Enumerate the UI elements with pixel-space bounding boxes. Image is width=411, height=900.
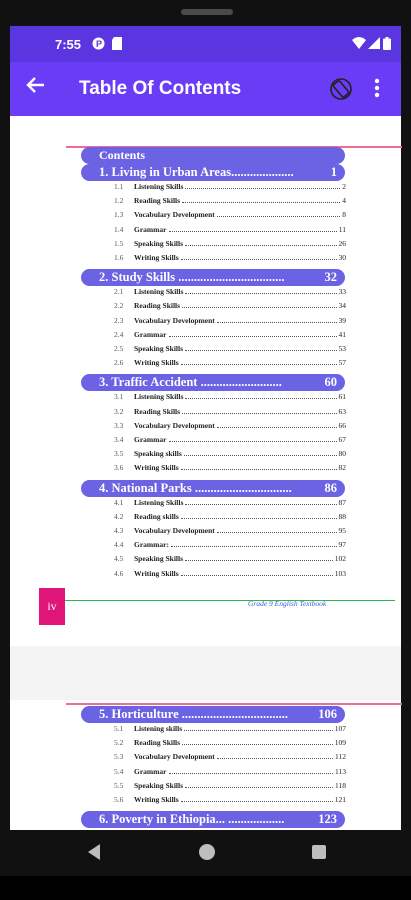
toc-subsection-page: 26 bbox=[338, 238, 346, 248]
toc-subsection-row[interactable] bbox=[114, 316, 346, 330]
toc-subsection-page: 30 bbox=[338, 253, 346, 262]
toc-subsection-page: 34 bbox=[338, 301, 346, 311]
toc-subsection-page: 63 bbox=[338, 406, 346, 416]
toc-heading: Contents bbox=[81, 147, 345, 164]
toc-leader-dots bbox=[185, 287, 336, 294]
toc-subsection-row[interactable] bbox=[114, 358, 346, 372]
toc-subsection-row[interactable] bbox=[114, 210, 346, 224]
toc-subsection-row[interactable] bbox=[114, 540, 346, 554]
sd-card-icon bbox=[112, 37, 122, 53]
nav-back-icon[interactable] bbox=[88, 844, 100, 860]
toc-leader-dots bbox=[181, 512, 337, 519]
toc-subsection-row[interactable] bbox=[114, 239, 346, 253]
toc-subsection-row[interactable] bbox=[114, 287, 346, 301]
nav-recents-icon[interactable] bbox=[312, 845, 326, 859]
toc-subsection-label: Grammar bbox=[134, 766, 167, 776]
toc-subsection-label: Listening Skills bbox=[134, 287, 184, 297]
toc-leader-dots bbox=[181, 253, 337, 260]
toc-leader-dots bbox=[169, 225, 337, 232]
earpiece-speaker bbox=[181, 9, 233, 15]
toc-subsection-page: 80 bbox=[338, 449, 346, 459]
toc-subsection-number: 3.1 bbox=[114, 392, 124, 402]
toc-subsection-number: 3.3 bbox=[114, 420, 124, 430]
footer-rule bbox=[65, 600, 395, 601]
toc-leader-dots bbox=[185, 498, 336, 505]
toc-subsection-label: Reading Skills bbox=[134, 196, 181, 206]
toc-leader-dots bbox=[182, 407, 336, 414]
toc-subsection-row[interactable] bbox=[114, 752, 346, 766]
wifi-icon bbox=[352, 37, 366, 52]
toc-unit-title: 1. Living in Urban Areas.................... bbox=[99, 165, 294, 179]
toc-subsection-label: Reading Skills bbox=[134, 301, 181, 311]
toc-unit-page: 32 bbox=[324, 270, 337, 285]
toc-unit-page: 1 bbox=[330, 165, 337, 179]
toc-subsection-page: 103 bbox=[334, 568, 346, 578]
toc-subsection-page: 118 bbox=[335, 780, 346, 790]
nav-home-icon[interactable] bbox=[199, 844, 215, 860]
toc-subsection-page: 102 bbox=[334, 554, 346, 564]
toc-leader-dots bbox=[217, 210, 340, 217]
system-nav-bar bbox=[10, 830, 401, 876]
toc-subsection-page: 97 bbox=[338, 540, 346, 550]
toc-subsection-label: Speaking skills bbox=[134, 449, 182, 459]
toc-subsection-number: 4.4 bbox=[114, 540, 124, 550]
toc-subsection-label: Listening Skills bbox=[134, 182, 184, 191]
more-vert-icon[interactable] bbox=[374, 78, 380, 103]
toc-unit-page: 86 bbox=[324, 480, 337, 495]
toc-unit-4[interactable] bbox=[81, 480, 345, 497]
toc-subsection-row[interactable] bbox=[114, 435, 346, 449]
toc-leader-dots bbox=[184, 449, 337, 456]
toc-subsection-row[interactable] bbox=[114, 795, 346, 809]
toc-subsection-number: 3.2 bbox=[114, 406, 124, 416]
toc-subsection-row[interactable] bbox=[114, 781, 346, 795]
toc-subsection-number: 2.3 bbox=[114, 315, 124, 325]
toc-subsection-number: 5.4 bbox=[114, 766, 124, 776]
toc-subsection-row[interactable] bbox=[114, 463, 346, 477]
toc-subsection-page: 121 bbox=[334, 795, 346, 804]
toc-leader-dots bbox=[185, 781, 333, 788]
toc-leader-dots bbox=[185, 344, 337, 351]
toc-subsection-label: Grammar: bbox=[134, 540, 169, 550]
toc-subsection-label: Writing Skills bbox=[134, 358, 179, 368]
toc-unit-title: 2. Study Skills .................................. bbox=[99, 270, 285, 285]
toc-subsection-label: Writing Skills bbox=[134, 795, 179, 804]
toc-subsection-page: 67 bbox=[338, 435, 346, 444]
toc-subsection-number: 2.5 bbox=[114, 344, 124, 353]
toc-subsection-page: 112 bbox=[335, 752, 346, 762]
toc-unit-3[interactable] bbox=[81, 374, 345, 391]
toc-subsection-number: 4.5 bbox=[114, 554, 124, 564]
toc-unit-title: 3. Traffic Accident .......................... bbox=[99, 375, 282, 390]
toc-subsection-page: 107 bbox=[334, 724, 346, 733]
toc-leader-dots bbox=[185, 554, 333, 561]
notification-app-icon bbox=[92, 37, 105, 53]
toc-subsection-page: 8 bbox=[342, 210, 346, 220]
toc-subsection-row[interactable] bbox=[114, 330, 346, 344]
toc-subsection-label: Vocabulary Development bbox=[134, 210, 215, 220]
toc-subsection-row[interactable] bbox=[114, 344, 346, 358]
toc-unit-2[interactable] bbox=[81, 269, 345, 286]
toc-subsection-number: 5.6 bbox=[114, 795, 124, 804]
toc-subsection-row[interactable] bbox=[114, 301, 346, 315]
page-top-rule bbox=[66, 703, 402, 705]
toc-subsection-page: 53 bbox=[338, 344, 346, 353]
toc-unit-2[interactable] bbox=[81, 811, 345, 828]
toc-unit-1[interactable] bbox=[81, 706, 345, 723]
toc-subsection-label: Grammar bbox=[134, 329, 167, 339]
toc-subsection-label: Vocabulary Development bbox=[134, 526, 215, 535]
toc-subsection-label: Writing Skills bbox=[134, 568, 179, 578]
toc-subsection-label: Reading skills bbox=[134, 511, 179, 521]
toc-subsection-label: Listening Skills bbox=[134, 392, 184, 402]
toc-leader-dots bbox=[182, 301, 336, 308]
toc-leader-dots bbox=[217, 526, 337, 533]
toc-subsection-row[interactable] bbox=[114, 225, 346, 239]
toc-subsection-label: Vocabulary Development bbox=[134, 420, 215, 430]
toc-subsection-label: Vocabulary Development bbox=[134, 752, 215, 762]
cell-signal-icon bbox=[368, 37, 380, 52]
toc-subsection-number: 1.4 bbox=[114, 224, 124, 234]
toc-subsection-label: Writing Skills bbox=[134, 463, 179, 473]
toc-subsection-row[interactable] bbox=[114, 196, 346, 210]
toc-leader-dots bbox=[181, 358, 337, 365]
toc-subsection-page: 95 bbox=[338, 526, 346, 535]
page-title: Table Of Contents bbox=[79, 78, 242, 99]
toc-leader-dots bbox=[169, 330, 337, 337]
battery-icon bbox=[383, 37, 391, 53]
toc-subsection-number: 1.2 bbox=[114, 196, 124, 206]
toc-subsection-number: 1.5 bbox=[114, 238, 124, 248]
toc-subsection-row[interactable] bbox=[114, 498, 346, 512]
toc-subsection-number: 5.3 bbox=[114, 752, 124, 762]
toc-leader-dots bbox=[169, 767, 334, 774]
toc-subsection-row[interactable] bbox=[114, 449, 346, 463]
toc-subsection-number: 1.1 bbox=[114, 182, 124, 191]
toc-subsection-label: Speaking Skills bbox=[134, 344, 183, 353]
toc-subsection-row[interactable] bbox=[114, 724, 346, 738]
toc-subsection-number: 4.3 bbox=[114, 526, 124, 535]
screen-rotation-icon[interactable] bbox=[328, 76, 354, 102]
toc-subsection-page: 39 bbox=[338, 315, 346, 325]
toc-unit-title: 5. Horticulture .................................. bbox=[99, 707, 288, 721]
toc-subsection-row[interactable] bbox=[114, 569, 346, 583]
app-bar bbox=[10, 62, 401, 116]
page-gap bbox=[10, 646, 401, 700]
toc-subsection-row[interactable] bbox=[114, 767, 346, 781]
toc-leader-dots bbox=[185, 239, 337, 246]
toc-subsection-number: 2.4 bbox=[114, 329, 124, 339]
toc-unit-page: 60 bbox=[324, 375, 337, 390]
toc-subsection-label: Speaking Skills bbox=[134, 238, 183, 248]
toc-unit-page: 106 bbox=[318, 707, 337, 721]
toc-subsection-number: 4.1 bbox=[114, 497, 124, 507]
toc-subsection-label: Grammar bbox=[134, 435, 167, 444]
footer-book-title: Grade 9 English Textbook bbox=[248, 599, 327, 608]
toc-leader-dots bbox=[184, 724, 333, 731]
toc-subsection-label: Reading Skills bbox=[134, 738, 181, 748]
toc-subsection-page: 66 bbox=[338, 420, 346, 430]
device-chin bbox=[0, 876, 411, 900]
toc-subsection-page: 109 bbox=[334, 738, 346, 748]
toc-leader-dots bbox=[181, 569, 333, 576]
toc-subsection-number: 5.1 bbox=[114, 724, 124, 733]
page-number-tab: iv bbox=[39, 588, 65, 625]
toc-leader-dots bbox=[169, 435, 337, 442]
toc-subsection-row[interactable] bbox=[114, 526, 346, 540]
toc-subsection-page: 88 bbox=[338, 511, 346, 521]
back-arrow-icon[interactable] bbox=[26, 75, 46, 100]
toc-subsection-row[interactable] bbox=[114, 554, 346, 568]
toc-subsection-label: Listening skills bbox=[134, 724, 183, 733]
toc-subsection-number: 3.5 bbox=[114, 449, 124, 459]
toc-subsection-page: 82 bbox=[338, 463, 346, 473]
toc-leader-dots bbox=[217, 316, 337, 323]
status-bar bbox=[10, 26, 401, 62]
toc-leader-dots bbox=[217, 421, 337, 428]
toc-subsection-label: Speaking Skills bbox=[134, 780, 183, 790]
toc-subsection-page: 11 bbox=[338, 224, 346, 234]
toc-subsection-number: 4.6 bbox=[114, 568, 124, 578]
toc-subsection-page: 2 bbox=[342, 182, 346, 191]
toc-subsection-label: Reading Skills bbox=[134, 406, 181, 416]
toc-subsection-page: 87 bbox=[338, 497, 346, 507]
toc-unit-title: 4. National Parks ............................... bbox=[99, 480, 292, 495]
toc-subsection-number: 1.6 bbox=[114, 253, 124, 262]
toc-subsection-row[interactable] bbox=[114, 182, 346, 196]
toc-subsection-row[interactable] bbox=[114, 421, 346, 435]
toc-leader-dots bbox=[181, 463, 337, 470]
toc-subsection-page: 33 bbox=[338, 287, 346, 297]
toc-subsection-page: 61 bbox=[338, 392, 346, 402]
toc-leader-dots bbox=[185, 392, 336, 399]
toc-subsection-row[interactable] bbox=[114, 512, 346, 526]
toc-subsection-number: 1.3 bbox=[114, 210, 124, 220]
toc-subsection-row[interactable] bbox=[114, 253, 346, 267]
toc-subsection-label: Writing Skills bbox=[134, 253, 179, 262]
toc-leader-dots bbox=[217, 752, 333, 759]
toc-leader-dots bbox=[182, 738, 333, 745]
toc-subsection-number: 5.5 bbox=[114, 780, 124, 790]
toc-subsection-number: 3.4 bbox=[114, 435, 124, 444]
pdf-page-1 bbox=[10, 116, 401, 646]
toc-unit-title: 6. Poverty in Ethiopia... .................. bbox=[99, 812, 285, 827]
toc-subsection-number: 5.2 bbox=[114, 738, 124, 748]
toc-leader-dots bbox=[182, 196, 340, 203]
toc-subsection-row[interactable] bbox=[114, 738, 346, 752]
toc-leader-dots bbox=[181, 795, 333, 802]
toc-subsection-row[interactable] bbox=[114, 392, 346, 406]
toc-subsection-number: 3.6 bbox=[114, 463, 124, 473]
toc-subsection-page: 57 bbox=[338, 358, 346, 368]
toc-subsection-number: 2.6 bbox=[114, 358, 124, 368]
toc-subsection-number: 2.2 bbox=[114, 301, 124, 311]
svg-text:P: P bbox=[96, 39, 103, 49]
toc-subsection-number: 4.2 bbox=[114, 511, 124, 521]
toc-subsection-page: 4 bbox=[342, 196, 346, 206]
toc-subsection-label: Speaking Skills bbox=[134, 554, 183, 564]
toc-unit-1[interactable] bbox=[81, 164, 345, 181]
toc-subsection-row[interactable] bbox=[114, 407, 346, 421]
toc-subsection-label: Listening Skills bbox=[134, 497, 184, 507]
toc-unit-page: 123 bbox=[318, 812, 337, 827]
toc-subsection-page: 41 bbox=[338, 329, 346, 339]
toc-leader-dots bbox=[171, 540, 337, 547]
toc-leader-dots bbox=[185, 182, 340, 189]
toc-subsection-page: 113 bbox=[335, 766, 346, 776]
toc-subsection-number: 2.1 bbox=[114, 287, 124, 297]
status-time: 7:55 bbox=[55, 37, 82, 52]
pdf-viewer[interactable] bbox=[10, 116, 401, 830]
toc-subsection-label: Grammar bbox=[134, 224, 167, 234]
toc-subsection-label: Vocabulary Development bbox=[134, 315, 215, 325]
